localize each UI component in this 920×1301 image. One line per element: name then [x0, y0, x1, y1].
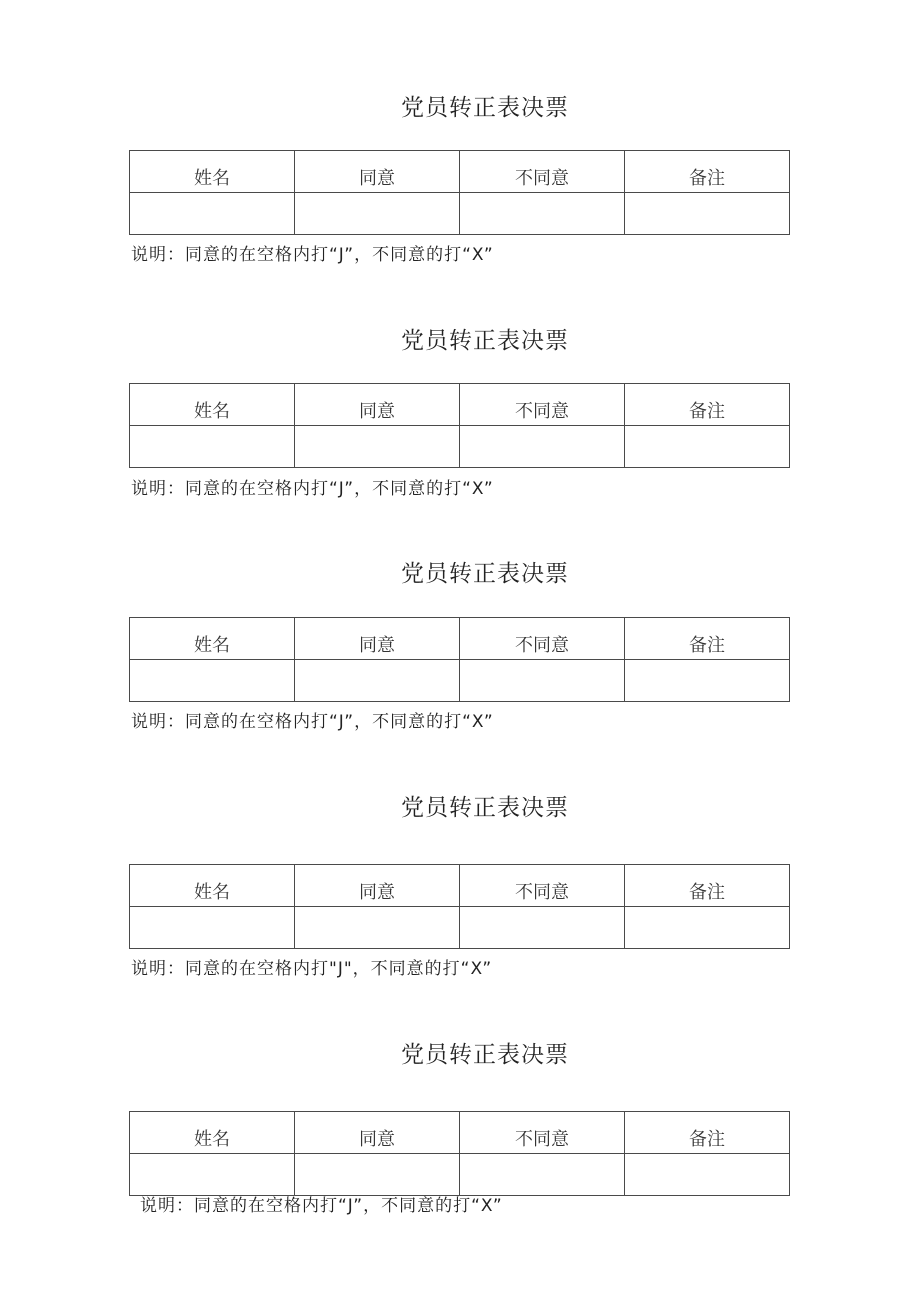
- ballot-note: 说明：同意的在空格内打“J”，不同意的打“X”: [131, 245, 494, 265]
- header-disagree: 不同意: [460, 1112, 625, 1154]
- table-row: [130, 660, 790, 702]
- cell-remarks[interactable]: [625, 1154, 790, 1196]
- header-agree: 同意: [295, 865, 460, 907]
- ballot-title: 党员转正表决票: [401, 95, 569, 121]
- header-name: 姓名: [130, 151, 295, 193]
- cell-agree[interactable]: [295, 660, 460, 702]
- header-agree: 同意: [295, 384, 460, 426]
- vote-table: [129, 150, 790, 235]
- cell-remarks[interactable]: [625, 193, 790, 235]
- cell-disagree[interactable]: [460, 193, 625, 235]
- cell-disagree[interactable]: [460, 907, 625, 949]
- ballot-note: 说明：同意的在空格内打“J”，不同意的打“X”: [140, 1196, 503, 1216]
- table-row: [130, 193, 790, 235]
- vote-table: [129, 864, 790, 949]
- header-remarks: 备注: [625, 865, 790, 907]
- header-disagree: 不同意: [460, 151, 625, 193]
- cell-remarks[interactable]: [625, 426, 790, 468]
- cell-agree[interactable]: [295, 426, 460, 468]
- ballot-note: 说明：同意的在空格内打"J"，不同意的打“X”: [131, 959, 493, 979]
- table-row: [130, 907, 790, 949]
- cell-name[interactable]: [130, 907, 295, 949]
- ballot-title: 党员转正表决票: [401, 561, 569, 587]
- header-name: 姓名: [130, 618, 295, 660]
- header-remarks: 备注: [625, 151, 790, 193]
- ballot-note: 说明：同意的在空格内打“J”，不同意的打“X”: [131, 712, 494, 732]
- cell-remarks[interactable]: [625, 660, 790, 702]
- header-name: 姓名: [130, 865, 295, 907]
- ballot-title: 党员转正表决票: [401, 328, 569, 354]
- header-agree: 同意: [295, 1112, 460, 1154]
- vote-table: [129, 383, 790, 468]
- table-row: [130, 426, 790, 468]
- ballot-title: 党员转正表决票: [401, 1042, 569, 1068]
- cell-agree[interactable]: [295, 1154, 460, 1196]
- header-name: 姓名: [130, 1112, 295, 1154]
- table-header-row: [130, 384, 790, 426]
- table-header-row: [130, 1112, 790, 1154]
- cell-disagree[interactable]: [460, 1154, 625, 1196]
- cell-name[interactable]: [130, 193, 295, 235]
- header-agree: 同意: [295, 618, 460, 660]
- header-disagree: 不同意: [460, 865, 625, 907]
- cell-remarks[interactable]: [625, 907, 790, 949]
- ballot-note: 说明：同意的在空格内打“J”，不同意的打“X”: [131, 479, 494, 499]
- ballot-title: 党员转正表决票: [401, 795, 569, 821]
- cell-name[interactable]: [130, 426, 295, 468]
- table-header-row: [130, 618, 790, 660]
- cell-disagree[interactable]: [460, 660, 625, 702]
- cell-agree[interactable]: [295, 907, 460, 949]
- table-header-row: [130, 151, 790, 193]
- table-row: [130, 1154, 790, 1196]
- vote-table: [129, 617, 790, 702]
- cell-name[interactable]: [130, 1154, 295, 1196]
- header-remarks: 备注: [625, 618, 790, 660]
- cell-agree[interactable]: [295, 193, 460, 235]
- header-remarks: 备注: [625, 384, 790, 426]
- header-remarks: 备注: [625, 1112, 790, 1154]
- cell-name[interactable]: [130, 660, 295, 702]
- header-name: 姓名: [130, 384, 295, 426]
- table-header-row: [130, 865, 790, 907]
- header-agree: 同意: [295, 151, 460, 193]
- cell-disagree[interactable]: [460, 426, 625, 468]
- header-disagree: 不同意: [460, 384, 625, 426]
- vote-table: [129, 1111, 790, 1196]
- header-disagree: 不同意: [460, 618, 625, 660]
